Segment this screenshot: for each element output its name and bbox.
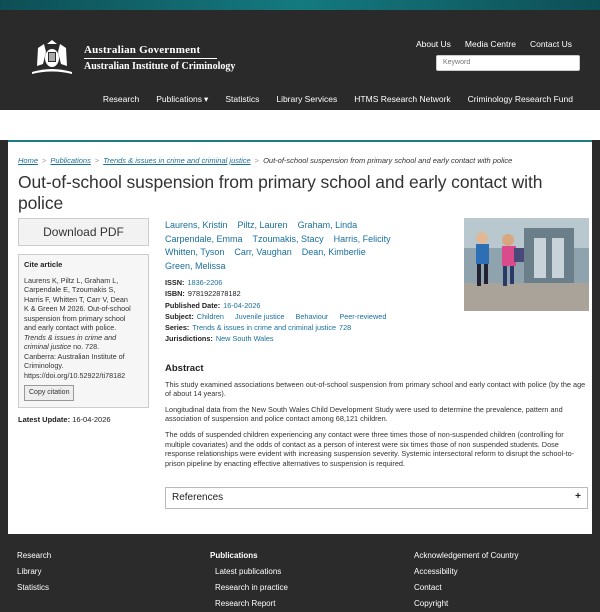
main-content [8,140,592,534]
article-meta [165,219,450,345]
nav-htms-research-network[interactable]: HTMS Research Network [354,94,451,104]
issn-value[interactable]: 1836-2206 [187,278,223,287]
nav-statistics[interactable]: Statistics [225,94,260,104]
search-box [436,55,580,71]
cite-line: K & Green M 2026. Out-of-school [24,304,131,313]
cite-doi: https://doi.org/10.52922/ti78182 [24,370,126,380]
main-nav [103,94,573,105]
site-footer [0,540,600,608]
jurisdictions-label: Jurisdictions: [165,334,213,344]
footer-link-acknowledgement[interactable]: Acknowledgement of Country [414,551,519,560]
abstract-heading: Abstract [165,363,204,374]
author-link[interactable]: Dean, Kimberlie [301,247,366,257]
breadcrumb-publications[interactable]: Publications [50,156,91,165]
nav-criminology-research-fund[interactable]: Criminology Research Fund [467,94,573,104]
author-link[interactable]: Tzoumakis, Stacy [252,233,324,244]
subject-children[interactable]: Children [196,311,224,321]
published-label: Published Date: [165,300,221,310]
cite-series-no: no. 728. [71,342,100,351]
cite-line: Carpendale E, Tzoumakis S, [24,285,116,294]
latest-update-label: Latest Update: [18,414,71,424]
footer-link-latest-publications[interactable]: Latest publications [215,567,282,576]
jurisdictions-value[interactable]: New South Wales [215,334,274,344]
nav-publications[interactable] [156,94,208,105]
subject-juvenile-justice[interactable]: Juvenile justice [234,311,285,321]
white-band [0,110,600,140]
author-list [165,219,450,273]
contact-us-link[interactable]: Contact Us [529,39,572,49]
utility-links [416,39,572,49]
references-label: References [172,492,224,503]
nav-research[interactable]: Research [102,94,140,104]
about-us-link[interactable]: About Us [415,39,451,49]
sidebar [18,218,149,424]
publication-meta [165,277,450,345]
cite-article-box [18,254,149,408]
caret-down-icon: ▾ [204,94,209,104]
published-value[interactable]: 16-04-2026 [223,300,261,310]
nav-publications-label: Publications [156,94,203,104]
page-title: Out-of-school suspension from primary school and early contact with police [18,172,543,213]
cite-series: Trends & issues in crime and [24,332,117,342]
author-link[interactable]: Piltz, Lauren [237,220,288,230]
series-number[interactable]: 728 [339,323,352,333]
abstract-paragraph: Longitudinal data from the New South Wales Child Development Study were used to determine the prevalence, pattern and association of suspension and police contact among 68,121 children. [165,404,563,424]
footer-link-contact[interactable]: Contact [414,583,442,592]
subject-behaviour[interactable]: Behaviour [295,311,329,321]
cite-line: Laurens K, Piltz L, Graham L, [24,275,119,285]
site-logo[interactable] [28,38,235,78]
subject-label: Subject: [165,311,194,321]
footer-link-research[interactable]: Research [17,551,52,560]
copy-citation-button[interactable]: Copy citation [24,385,74,401]
footer-link-research-in-practice[interactable]: Research in practice [215,583,288,592]
abstract-paragraph: This study examined associations between out-of-school suspension from primary school and early contact with police (by the age of about 14 years). [165,379,586,399]
download-pdf-button[interactable]: Download PDF [18,218,149,246]
footer-link-copyright[interactable]: Copyright [414,599,449,608]
latest-update [18,415,149,424]
coat-of-arms-icon [28,38,76,78]
subject-peer-reviewed[interactable]: Peer-reviewed [339,311,387,321]
footer-link-accessibility[interactable]: Accessibility [414,567,458,576]
isbn-label: ISBN: [165,289,185,299]
cover-photo-image [464,218,589,311]
references-accordion[interactable] [165,487,588,509]
author-link[interactable]: Green, Melissa [165,260,226,271]
search-input[interactable] [443,59,573,66]
abstract-section [165,364,590,474]
media-centre-link[interactable]: Media Centre [464,39,516,49]
cite-line: suspension from primary school [24,313,126,323]
breadcrumb: Home > Publications > Trends & issues in crime and criminal justice > Out-of-school suspension from primary school and early contact with police [18,156,513,165]
footer-link-research-report[interactable]: Research Report [215,599,276,608]
issn-label: ISSN: [165,278,185,287]
author-link[interactable]: Laurens, Kristin [165,220,228,230]
cite-publisher: Canberra: Australian Institute of Criminology. [24,351,125,370]
cite-series-2: criminal justice [24,342,72,351]
nav-library-services[interactable]: Library Services [276,94,338,104]
breadcrumb-home[interactable]: Home [18,156,39,165]
latest-update-value: 16-04-2026 [72,414,111,424]
footer-heading-publications[interactable]: Publications [210,551,258,560]
expand-plus-icon: + [575,491,581,502]
breadcrumb-series[interactable]: Trends & issues in crime and criminal justice [103,156,251,165]
site-header [0,10,600,110]
breadcrumb-current: Out-of-school suspension from primary school and early contact with police [263,156,513,165]
author-link[interactable]: Carpendale, Emma [165,233,243,244]
footer-link-statistics[interactable]: Statistics [17,583,50,592]
gov-name: Australian Government [84,44,201,56]
cite-line: Harris F, Whitten T, Carr V, Dean [24,294,128,304]
series-link[interactable]: Trends & issues in crime and criminal justice [192,323,337,333]
author-link[interactable]: Whitten, Tyson [165,247,225,257]
top-accent-strip [0,0,600,10]
footer-col-2 [210,548,288,612]
agency-name: Australian Institute of Criminology [84,61,236,72]
author-link[interactable]: Carr, Vaughan [234,247,292,257]
series-label: Series: [165,323,190,333]
footer-link-library[interactable]: Library [17,567,42,576]
footer-col-1 [17,548,51,596]
cite-line: and early contact with police. [24,323,117,332]
author-link[interactable]: Harris, Felicity [333,233,391,244]
abstract-paragraph: The odds of suspended children experiencing any contact were three times those of non-suspended children (controlling for multiple covariates) and the odds of contact as a person of interest were six times those of non suspended students. Dose response relationships were evident with increasing suspension severity. Systemic intersectoral reform to disrupt the school-to-prison pipeline by enacting effective alternatives to suspension is required. [165,429,575,468]
author-link[interactable]: Graham, Linda [297,220,358,230]
footer-col-3 [414,548,519,612]
cite-heading: Cite article [24,260,63,269]
isbn-value: 9781922878182 [187,289,241,299]
